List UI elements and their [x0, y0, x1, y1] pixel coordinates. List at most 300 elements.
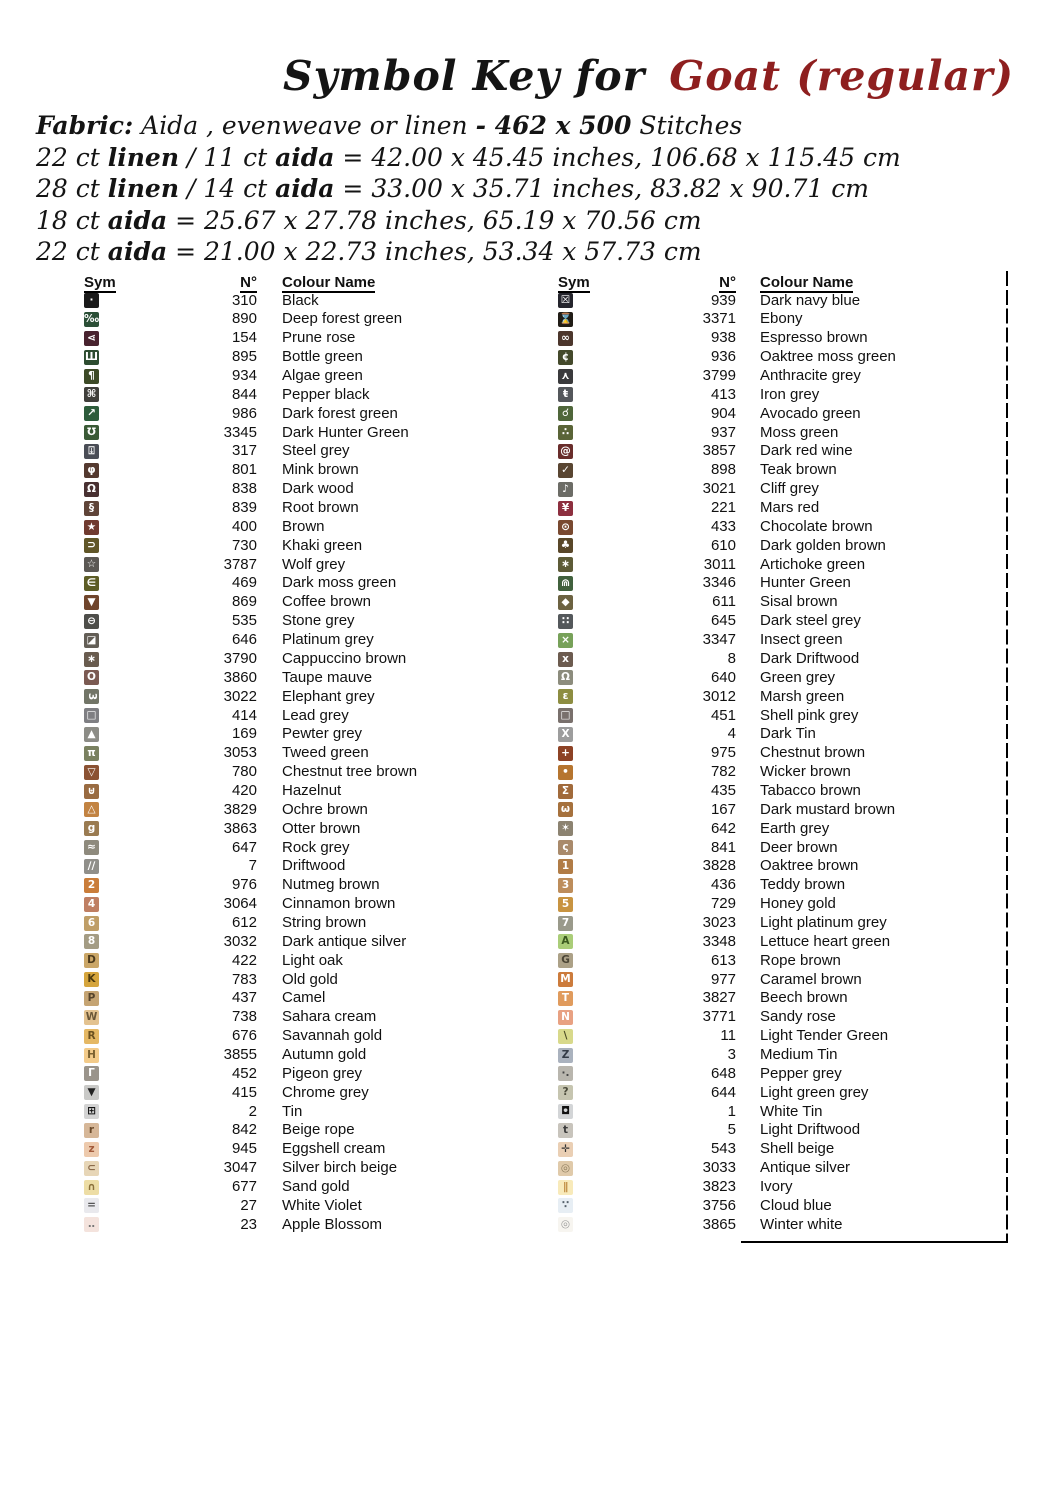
- legend-row: [558, 857, 1028, 876]
- symbol-swatch: ⋒: [558, 576, 573, 591]
- legend-row: [84, 386, 554, 405]
- colour-number: 977: [710, 970, 736, 988]
- symbol-swatch: △: [84, 802, 99, 817]
- legend-row: [558, 782, 1028, 801]
- symbol-swatch: ◎: [558, 1217, 573, 1232]
- symbol-swatch: D: [84, 953, 99, 968]
- legend-rows-right: [558, 292, 1028, 1235]
- colour-number: 780: [231, 763, 257, 781]
- colour-name: Moss green: [760, 423, 839, 441]
- legend-row: [84, 989, 554, 1008]
- colour-number: 838: [231, 480, 257, 498]
- colour-name: Tabacco brown: [760, 781, 861, 799]
- colour-name: Artichoke green: [760, 555, 866, 573]
- symbol-swatch: ✛: [558, 1142, 573, 1157]
- symbol-swatch: ‥: [84, 1217, 99, 1232]
- symbol-swatch: X: [558, 727, 573, 742]
- symbol-swatch: ⊞: [84, 1104, 99, 1119]
- colour-number: 3865: [702, 1215, 736, 1233]
- colour-name: Light Driftwood: [760, 1121, 861, 1139]
- colour-name: Lettuce heart green: [760, 932, 891, 950]
- legend-header: [84, 274, 554, 292]
- legend-row: [558, 989, 1028, 1008]
- fabric-spec-line: 18 ct aida = 25.67 x 27.78 inches, 65.19 x 70.56 cm: [36, 205, 702, 235]
- colour-name: Oaktree moss green: [760, 348, 896, 366]
- colour-name: Root brown: [282, 499, 359, 517]
- colour-number: 437: [231, 989, 257, 1007]
- legend-row: [558, 1008, 1028, 1027]
- colour-name: Dark steel grey: [760, 612, 861, 630]
- symbol-swatch: Ш: [85, 350, 98, 363]
- symbol-swatch: H: [84, 1048, 99, 1063]
- colour-name: Beige rope: [282, 1121, 355, 1139]
- symbol-swatch: 2: [84, 878, 99, 893]
- symbol-swatch: Ω: [558, 670, 573, 685]
- colour-name: Dark red wine: [760, 442, 853, 460]
- colour-number: 647: [231, 838, 257, 856]
- legend-row: [558, 1159, 1028, 1178]
- symbol-swatch: ▽: [84, 765, 99, 780]
- colour-number: 646: [231, 631, 257, 649]
- symbol-swatch: ♪: [558, 482, 573, 497]
- colour-name: Tweed green: [282, 744, 369, 762]
- colour-number: 2: [248, 1102, 257, 1120]
- colour-number: 433: [710, 517, 736, 535]
- colour-name: Platinum grey: [282, 631, 374, 649]
- symbol-swatch: ⋏: [558, 369, 573, 384]
- colour-name: Algae green: [282, 367, 363, 385]
- symbol-swatch: G: [558, 953, 573, 968]
- legend-row: [558, 518, 1028, 537]
- legend-row: [84, 405, 554, 424]
- symbol-swatch: T: [558, 991, 573, 1006]
- legend-row: [84, 725, 554, 744]
- colour-number: 422: [231, 951, 257, 969]
- legend-row: [84, 1046, 554, 1065]
- legend-row: [84, 461, 554, 480]
- legend-row: [558, 952, 1028, 971]
- legend-row: [558, 820, 1028, 839]
- colour-number: 645: [710, 612, 736, 630]
- colour-number: 644: [710, 1083, 736, 1101]
- symbol-swatch: 4: [84, 897, 99, 912]
- legend-row: [84, 631, 554, 650]
- colour-name: Dark navy blue: [760, 291, 861, 309]
- symbol-swatch: =: [84, 1198, 99, 1213]
- legend-row: [84, 971, 554, 990]
- header-sym: Sym: [84, 274, 116, 291]
- legend-row: [558, 292, 1028, 311]
- colour-name: Beech brown: [760, 989, 848, 1007]
- colour-name: Light green grey: [760, 1083, 869, 1101]
- colour-number: 535: [231, 612, 257, 630]
- symbol-swatch: •: [558, 765, 573, 780]
- legend-row: [558, 348, 1028, 367]
- symbol-swatch: ☆: [84, 557, 99, 572]
- symbol-swatch: ∖: [558, 1029, 573, 1044]
- legend-row: [558, 688, 1028, 707]
- legend-row: [84, 1197, 554, 1216]
- legend-row: [558, 1065, 1028, 1084]
- legend-row: [558, 556, 1028, 575]
- colour-name: Shell pink grey: [760, 706, 859, 724]
- colour-number: 3371: [702, 310, 736, 328]
- colour-name: Cappuccino brown: [282, 649, 407, 667]
- colour-number: 317: [231, 442, 257, 460]
- legend-row: [84, 537, 554, 556]
- symbol-swatch: ◎: [558, 1161, 573, 1176]
- colour-name: Caramel brown: [760, 970, 862, 988]
- colour-name: Dark antique silver: [282, 932, 407, 950]
- legend-row: [84, 1008, 554, 1027]
- legend-rows-left: [84, 292, 554, 1235]
- colour-number: 3022: [223, 687, 257, 705]
- colour-number: 945: [231, 1140, 257, 1158]
- colour-number: 869: [231, 593, 257, 611]
- colour-number: 613: [710, 951, 736, 969]
- colour-name: Pewter grey: [282, 725, 363, 743]
- colour-number: 611: [712, 593, 736, 611]
- colour-number: 310: [231, 291, 257, 309]
- table-bottom-border: [741, 1241, 1008, 1243]
- colour-name: Black: [282, 291, 319, 309]
- colour-number: 5: [727, 1121, 736, 1139]
- legend-row: [84, 442, 554, 461]
- colour-number: 844: [231, 385, 257, 403]
- colour-name: Green grey: [760, 668, 836, 686]
- legend-row: [84, 612, 554, 631]
- symbol-swatch: ·.: [558, 1066, 573, 1081]
- colour-name: Mars red: [760, 499, 820, 517]
- colour-number: 3787: [223, 555, 257, 573]
- colour-name: Savannah gold: [282, 1027, 383, 1045]
- symbol-swatch: ∕∕: [84, 859, 99, 874]
- colour-name: Dark Driftwood: [760, 649, 860, 667]
- colour-number: 169: [231, 725, 257, 743]
- symbol-swatch: ∩: [84, 1180, 99, 1195]
- colour-name: Wicker brown: [760, 763, 851, 781]
- colour-number: 841: [710, 838, 736, 856]
- legend-row: [558, 631, 1028, 650]
- colour-name: Autumn gold: [282, 1045, 367, 1063]
- symbol-swatch: ∷: [558, 614, 573, 629]
- header-sym: Sym: [558, 274, 590, 291]
- legend-row: [558, 744, 1028, 763]
- colour-name: Prune rose: [282, 329, 356, 347]
- symbol-swatch: ℧: [84, 425, 99, 440]
- colour-number: 801: [231, 461, 257, 479]
- symbol-swatch: ∈: [84, 576, 99, 591]
- colour-name: Lead grey: [282, 706, 349, 724]
- colour-name: Earth grey: [760, 819, 830, 837]
- colour-number: 3855: [223, 1045, 257, 1063]
- symbol-swatch: ▼: [84, 595, 99, 610]
- colour-name: Insect green: [760, 631, 843, 649]
- colour-number: 452: [231, 1064, 257, 1082]
- symbol-swatch: 3: [558, 878, 573, 893]
- colour-number: 783: [231, 970, 257, 988]
- colour-number: 730: [231, 536, 257, 554]
- legend-row: [84, 1121, 554, 1140]
- legend-row: [558, 499, 1028, 518]
- symbol-swatch: □: [558, 708, 573, 723]
- legend-row: [558, 593, 1028, 612]
- legend-row: [84, 763, 554, 782]
- colour-number: 4: [727, 725, 736, 743]
- colour-name: Antique silver: [760, 1159, 851, 1177]
- colour-name: Dark Tin: [760, 725, 816, 743]
- symbol-swatch: ▼: [84, 1085, 99, 1100]
- colour-name: Chestnut brown: [760, 744, 866, 762]
- table-right-border: [1006, 271, 1008, 1243]
- symbol-swatch: ⊖: [84, 614, 99, 629]
- legend-row: [558, 707, 1028, 726]
- symbol-swatch: Z: [558, 1048, 573, 1063]
- symbol-swatch: ¶: [84, 369, 99, 384]
- colour-number: 3799: [702, 367, 736, 385]
- fabric-spec-line: 22 ct linen / 11 ct aida = 42.00 x 45.45 inches, 106.68 x 115.45 cm: [36, 142, 901, 172]
- colour-name: Marsh green: [760, 687, 845, 705]
- symbol-swatch: ·: [84, 293, 99, 308]
- legend-row: [84, 782, 554, 801]
- colour-name: Rock grey: [282, 838, 350, 856]
- colour-number: 3033: [702, 1159, 736, 1177]
- colour-number: 3011: [703, 555, 736, 573]
- colour-name: Teak brown: [760, 461, 837, 479]
- colour-number: 898: [710, 461, 736, 479]
- legend-row: [558, 933, 1028, 952]
- colour-number: 3823: [702, 1177, 736, 1195]
- colour-name: Chocolate brown: [760, 517, 873, 535]
- colour-number: 676: [231, 1027, 257, 1045]
- symbol-swatch: ⌘: [84, 387, 99, 402]
- legend-row: [84, 1140, 554, 1159]
- symbol-swatch: ▲: [84, 727, 99, 742]
- symbol-swatch: ☒: [558, 293, 573, 308]
- fabric-spec-line: 22 ct aida = 21.00 x 22.73 inches, 53.34 x 57.73 cm: [36, 237, 702, 267]
- colour-name: Dark wood: [282, 480, 354, 498]
- legend-row: [84, 499, 554, 518]
- colour-name: Mink brown: [282, 461, 359, 479]
- colour-name: Driftwood: [282, 857, 346, 875]
- legend-row: [84, 1159, 554, 1178]
- legend-row: [558, 876, 1028, 895]
- legend-row: [84, 1065, 554, 1084]
- legend-row: [558, 612, 1028, 631]
- legend-row: [84, 952, 554, 971]
- colour-number: 939: [710, 291, 736, 309]
- colour-name: Bottle green: [282, 348, 363, 366]
- symbol-swatch: 1: [558, 859, 573, 874]
- colour-number: 3756: [702, 1196, 736, 1214]
- colour-name: Chestnut tree brown: [282, 763, 418, 781]
- colour-name: Camel: [282, 989, 326, 1007]
- colour-number: 642: [710, 819, 736, 837]
- legend-row: [84, 933, 554, 952]
- colour-name: Taupe mauve: [282, 668, 373, 686]
- legend-row: [84, 329, 554, 348]
- colour-name: Ebony: [760, 310, 803, 328]
- colour-name: Wolf grey: [282, 555, 346, 573]
- legend-row: [558, 1121, 1028, 1140]
- colour-name: Hunter Green: [760, 574, 851, 592]
- symbol-swatch: ⊎: [84, 784, 99, 799]
- page-title-main: Symbol Key for: [283, 52, 646, 100]
- colour-number: 8: [727, 649, 736, 667]
- colour-number: 221: [710, 499, 736, 517]
- colour-name: Shell beige: [760, 1140, 835, 1158]
- colour-number: 934: [231, 367, 257, 385]
- symbol-swatch: ×: [558, 633, 573, 648]
- colour-number: 842: [231, 1121, 257, 1139]
- symbol-swatch: Σ: [558, 784, 573, 799]
- colour-name: Old gold: [282, 970, 338, 988]
- page-title: [283, 52, 1014, 100]
- symbol-swatch: ≈: [84, 840, 99, 855]
- colour-number: 904: [710, 404, 736, 422]
- colour-number: 3857: [702, 442, 736, 460]
- colour-number: 3347: [702, 631, 736, 649]
- colour-number: 435: [710, 781, 736, 799]
- legend-row: [84, 914, 554, 933]
- colour-number: 23: [240, 1215, 257, 1233]
- legend-row: [84, 518, 554, 537]
- colour-name: Stone grey: [282, 612, 355, 630]
- colour-number: 938: [710, 329, 736, 347]
- legend-row: [558, 537, 1028, 556]
- legend-row: [558, 461, 1028, 480]
- symbol-swatch: ☌: [558, 406, 573, 421]
- colour-name: Ochre brown: [282, 800, 368, 818]
- legend-row: [558, 801, 1028, 820]
- legend-row: [84, 876, 554, 895]
- colour-number: 3771: [702, 1008, 736, 1026]
- colour-number: 3346: [702, 574, 736, 592]
- legend-row: [84, 895, 554, 914]
- symbol-swatch: ∥: [558, 1180, 573, 1195]
- colour-number: 3053: [223, 744, 257, 762]
- symbol-swatch: @: [558, 444, 573, 459]
- symbol-swatch: ✶: [558, 821, 573, 836]
- colour-name: Tin: [282, 1102, 303, 1120]
- symbol-swatch: ε: [558, 689, 573, 704]
- symbol-swatch: §: [84, 501, 99, 516]
- colour-name: Avocado green: [760, 404, 861, 422]
- symbol-swatch: ∗: [558, 557, 573, 572]
- header-number: N°: [719, 274, 736, 291]
- legend-row: [84, 857, 554, 876]
- legend-row: [84, 574, 554, 593]
- legend-row: [558, 405, 1028, 424]
- colour-number: 3860: [223, 668, 257, 686]
- symbol-swatch: ?: [558, 1085, 573, 1100]
- colour-number: 154: [231, 329, 257, 347]
- colour-name: Oaktree brown: [760, 857, 859, 875]
- legend-row: [84, 820, 554, 839]
- colour-name: Otter brown: [282, 819, 361, 837]
- colour-name: String brown: [282, 913, 367, 931]
- colour-name: Sand gold: [282, 1177, 350, 1195]
- legend-row: [84, 593, 554, 612]
- legend-row: [84, 556, 554, 575]
- colour-number: 167: [710, 800, 736, 818]
- legend-row: [84, 707, 554, 726]
- fabric-spec-line: Fabric: Aida , evenweave or linen - 462 x 500 Stitches: [36, 111, 743, 140]
- legend-row: [558, 1103, 1028, 1122]
- legend-row: [558, 1178, 1028, 1197]
- legend-row: [558, 1084, 1028, 1103]
- colour-name: Medium Tin: [760, 1045, 838, 1063]
- colour-name: Apple Blossom: [282, 1215, 383, 1233]
- colour-number: 937: [710, 423, 736, 441]
- symbol-swatch: ♣: [558, 538, 573, 553]
- colour-number: 3827: [702, 989, 736, 1007]
- legend-row: [558, 839, 1028, 858]
- colour-number: 3829: [223, 800, 257, 818]
- symbol-swatch: 5: [558, 897, 573, 912]
- colour-number: 975: [710, 744, 736, 762]
- colour-name: Honey gold: [760, 895, 836, 913]
- symbol-swatch: z: [84, 1142, 99, 1157]
- colour-name: Sisal brown: [760, 593, 838, 611]
- colour-name: Deer brown: [760, 838, 838, 856]
- colour-number: 610: [710, 536, 736, 554]
- colour-number: 3023: [702, 913, 736, 931]
- legend-row: [84, 348, 554, 367]
- colour-name: Sahara cream: [282, 1008, 377, 1026]
- colour-number: 436: [710, 876, 736, 894]
- symbol-swatch: ∗: [84, 652, 99, 667]
- colour-number: 469: [231, 574, 257, 592]
- symbol-swatch: ŧ: [558, 387, 573, 402]
- legend-row: [84, 1216, 554, 1235]
- symbol-swatch: 6: [84, 916, 99, 931]
- colour-name: Nutmeg brown: [282, 876, 380, 894]
- symbol-swatch: r: [84, 1123, 99, 1138]
- colour-name: Steel grey: [282, 442, 350, 460]
- symbol-swatch: ⌛: [558, 313, 573, 326]
- colour-number: 936: [710, 348, 736, 366]
- colour-name: Espresso brown: [760, 329, 868, 347]
- legend-row: [558, 1140, 1028, 1159]
- legend-row: [84, 744, 554, 763]
- colour-number: 3863: [223, 819, 257, 837]
- colour-number: 420: [231, 781, 257, 799]
- legend-header: [558, 274, 1028, 292]
- legend-row: [558, 669, 1028, 688]
- colour-number: 648: [710, 1064, 736, 1082]
- colour-number: 7: [248, 857, 257, 875]
- symbol-swatch: O: [84, 670, 99, 685]
- colour-name: Dark mustard brown: [760, 800, 896, 818]
- colour-number: 729: [710, 895, 736, 913]
- legend-row: [558, 310, 1028, 329]
- colour-number: 677: [231, 1177, 257, 1195]
- colour-number: 3021: [702, 480, 736, 498]
- symbol-swatch: ✓: [558, 463, 573, 478]
- symbol-swatch: K: [84, 972, 99, 987]
- colour-name: Dark golden brown: [760, 536, 886, 554]
- symbol-swatch: □: [84, 708, 99, 723]
- legend-row: [84, 310, 554, 329]
- legend-row: [558, 1216, 1028, 1235]
- colour-name: Brown: [282, 517, 325, 535]
- colour-number: 738: [231, 1008, 257, 1026]
- symbol-swatch: ⋖: [84, 331, 99, 346]
- colour-name: Dark Hunter Green: [282, 423, 409, 441]
- legend-row: [558, 329, 1028, 348]
- symbol-swatch: M: [558, 972, 573, 987]
